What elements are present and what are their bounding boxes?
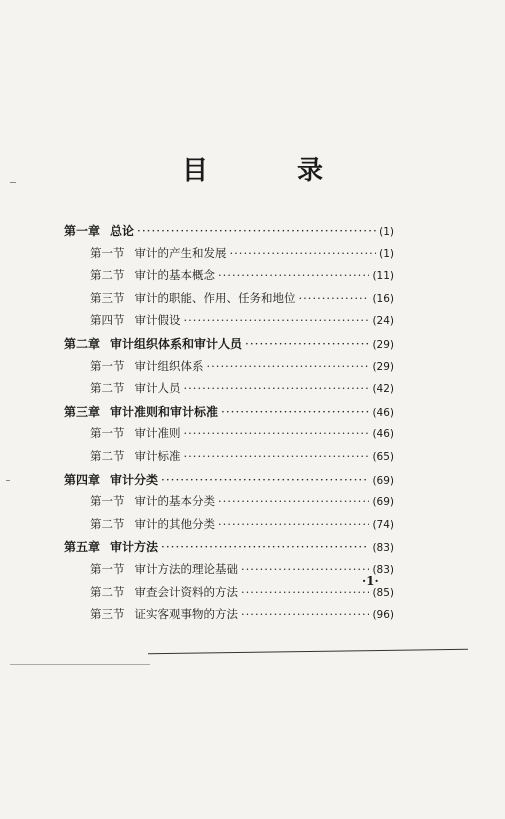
toc-entry-title: 审计的产生和发展 xyxy=(134,245,227,260)
toc-page-number: (74) xyxy=(372,518,394,531)
toc-entry-label xyxy=(90,448,181,464)
toc-page-number: (24) xyxy=(372,315,394,328)
toc-section-row xyxy=(64,493,394,516)
toc-entry-title: 审计方法 xyxy=(110,540,159,555)
toc-entry-number: 第一章 xyxy=(64,224,101,238)
dot-leader xyxy=(218,268,369,282)
toc-page-number: (46) xyxy=(372,428,394,441)
dot-leader xyxy=(230,246,377,260)
dot-leader xyxy=(184,313,370,327)
toc-entry-title: 审计标准 xyxy=(134,448,181,463)
toc-entry-label xyxy=(64,335,242,352)
page-number: ·1· xyxy=(362,574,379,588)
dot-leader xyxy=(241,585,369,599)
toc-chapter-row xyxy=(64,538,394,561)
dot-leader xyxy=(221,405,369,419)
toc-entry-number: 第五章 xyxy=(64,540,101,555)
toc-entry-label xyxy=(64,471,158,488)
toc-section-row xyxy=(64,448,394,471)
toc-page-number: (11) xyxy=(372,270,394,283)
toc-chapter-row xyxy=(64,471,394,494)
toc-entry-label xyxy=(90,380,181,396)
toc-entry-number: 第二节 xyxy=(90,381,125,396)
toc-page-number: (96) xyxy=(372,609,394,622)
dot-leader xyxy=(184,449,370,463)
toc-page-number: (83) xyxy=(372,542,394,555)
dot-leader xyxy=(299,291,370,305)
toc-section-row xyxy=(64,425,394,448)
toc-page-number: (29) xyxy=(372,338,394,351)
toc-page-number: (42) xyxy=(372,383,394,396)
toc-entry-title: 审计方法的理论基础 xyxy=(134,561,238,576)
dot-leader xyxy=(218,517,369,531)
dot-leader xyxy=(184,381,370,395)
dot-leader xyxy=(184,426,370,440)
dot-leader xyxy=(241,562,369,576)
toc-page-number: (1) xyxy=(379,226,394,238)
toc-entry-title: 总论 xyxy=(110,224,135,238)
toc-entry-number: 第四节 xyxy=(90,313,125,328)
dot-leader xyxy=(161,473,369,487)
toc-entry-label xyxy=(90,606,238,622)
toc-entry-number: 第一节 xyxy=(90,245,125,260)
toc-page-number: (29) xyxy=(372,360,394,373)
toc-entry-title: 审计组织体系 xyxy=(134,358,204,373)
toc-section-row xyxy=(64,516,394,539)
page-title: 目 录 xyxy=(181,156,364,186)
toc-page-number: (69) xyxy=(372,474,394,487)
toc-page-number: (1) xyxy=(379,247,394,260)
toc-entry-number: 第一节 xyxy=(90,494,125,509)
toc-section-row xyxy=(64,312,394,335)
toc-entry-label xyxy=(90,358,204,374)
table-of-contents xyxy=(64,222,394,629)
scan-rule-line xyxy=(148,649,468,654)
toc-page-number: (69) xyxy=(372,496,394,509)
toc-entry-title: 审查会计资料的方法 xyxy=(134,584,238,599)
toc-entry-label xyxy=(64,222,134,239)
toc-entry-label xyxy=(90,584,238,600)
toc-section-row xyxy=(64,267,394,290)
toc-entry-title: 审计的职能、作用、任务和地位 xyxy=(134,290,296,305)
toc-chapter-row xyxy=(64,403,394,426)
toc-entry-number: 第二节 xyxy=(90,516,125,531)
dot-leader xyxy=(245,337,369,351)
toc-page-number: (65) xyxy=(372,450,394,463)
dot-leader xyxy=(218,494,369,508)
toc-entry-label xyxy=(90,290,296,306)
toc-section-row xyxy=(64,584,394,607)
toc-entry-label xyxy=(90,425,181,441)
toc-section-row xyxy=(64,606,394,629)
toc-entry-number: 第二节 xyxy=(90,448,125,463)
toc-entry-number: 第一节 xyxy=(90,561,125,576)
toc-entry-label xyxy=(64,538,158,555)
toc-entry-title: 审计的基本分类 xyxy=(134,494,215,509)
toc-section-row xyxy=(64,358,394,381)
toc-entry-number: 第三节 xyxy=(90,607,125,622)
toc-entry-label xyxy=(90,312,181,328)
toc-entry-title: 证实客观事物的方法 xyxy=(134,607,238,622)
toc-entry-title: 审计人员 xyxy=(134,381,181,396)
toc-page-number: (83) xyxy=(372,563,394,576)
toc-entry-title: 审计准则和审计标准 xyxy=(110,404,219,419)
toc-entry-label xyxy=(90,493,215,509)
toc-entry-number: 第二节 xyxy=(90,268,125,283)
toc-section-row xyxy=(64,245,394,268)
toc-entry-title: 审计准则 xyxy=(134,426,181,441)
toc-entry-title: 审计的基本概念 xyxy=(134,268,215,283)
dot-leader xyxy=(207,359,370,373)
toc-entry-title: 审计假设 xyxy=(134,313,181,328)
toc-page-number: (46) xyxy=(372,406,394,419)
toc-entry-title: 审计组织体系和审计人员 xyxy=(110,336,243,351)
dot-leader xyxy=(161,540,369,554)
toc-page-number: (16) xyxy=(372,292,394,305)
toc-entry-number: 第二节 xyxy=(90,584,125,599)
toc-entry-number: 第一节 xyxy=(90,358,125,373)
toc-entry-number: 第三章 xyxy=(64,404,101,419)
dot-leader xyxy=(137,224,376,238)
toc-section-row xyxy=(64,290,394,313)
dot-leader xyxy=(241,607,369,621)
toc-section-row xyxy=(64,561,394,584)
toc-entry-label xyxy=(90,267,215,283)
toc-entry-label xyxy=(90,561,238,577)
toc-entry-number: 第二章 xyxy=(64,336,101,351)
scan-faint-line xyxy=(10,664,150,665)
scan-speck xyxy=(10,182,16,183)
scan-speck xyxy=(6,480,10,481)
toc-entry-title: 审计分类 xyxy=(110,472,159,487)
toc-entry-title: 审计的其他分类 xyxy=(134,516,215,531)
toc-entry-number: 第三节 xyxy=(90,290,125,305)
toc-entry-label xyxy=(90,516,215,532)
toc-entry-label xyxy=(90,245,227,261)
toc-page-number: (85) xyxy=(372,586,394,599)
toc-entry-number: 第四章 xyxy=(64,472,101,487)
toc-entry-label xyxy=(64,403,218,420)
toc-entry-number: 第一节 xyxy=(90,426,125,441)
toc-section-row xyxy=(64,380,394,403)
toc-chapter-row xyxy=(64,222,394,245)
toc-chapter-row xyxy=(64,335,394,358)
